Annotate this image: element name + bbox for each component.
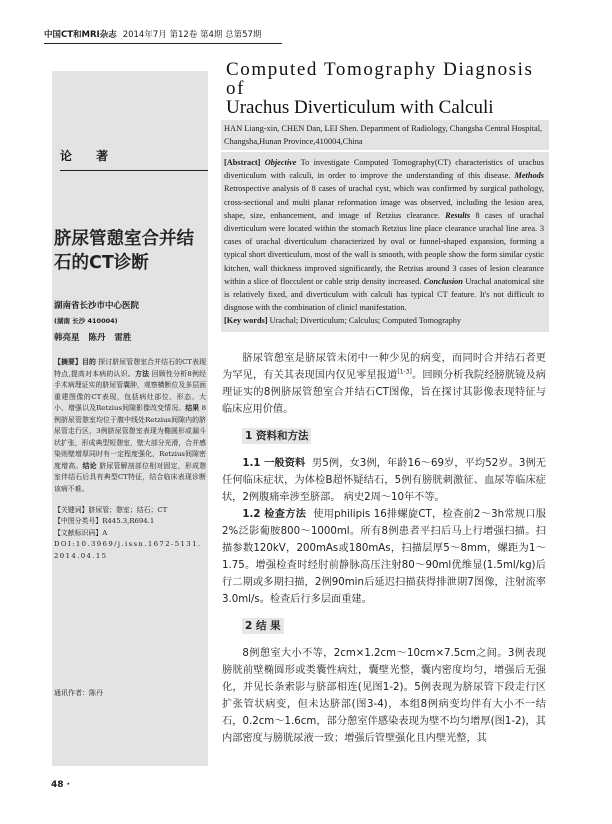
main-column — [221, 60, 549, 747]
page-number: 48 · — [51, 780, 71, 790]
chinese-authors: 韩亮星 陈丹 雷胜 — [54, 333, 132, 343]
corresponding-author: 通讯作者：陈丹 — [54, 689, 103, 697]
english-abstract — [221, 152, 549, 332]
conclusion-label: Conclusion — [423, 276, 463, 286]
chinese-title: 脐尿管憩室合并结石的CT诊断 — [54, 229, 194, 273]
subsection-text: 使用philipis 16排螺旋CT，检查前2～3h常规口服2%泛影葡胺800～1000ml。所有8例患者平扫后马上行增强扫描。扫描参数120kV，200mAs或180mAs，扫描层厚5～8mm，螺距为1～1.75。增强检查时经肘前静脉高压注射80～90ml优维显(1.5ml/kg)后行二期或多期扫描，2例90min后延迟扫描获得排泄期7图像，注射流率3.0ml/s。检查后行多层面重建。 — [222, 508, 546, 605]
methods-text: Retrospective analysis of 8 cases of urachal cyst, which was confirmed by surgical pathology, cross-sectional and multi planar reformation image was observed, including the lesion area, shape, size, enhancement, and image of Retzius clearance. — [224, 184, 544, 220]
english-title-line1: Computed Tomography Diagnosis of — [226, 59, 534, 99]
running-header — [44, 28, 282, 44]
objective-label: Objective — [264, 158, 297, 167]
doi[interactable]: DOI:10.3969/j.issn.1672-5131.2014.04.15 — [54, 540, 202, 560]
section-2-title: 2 结 果 — [242, 618, 284, 634]
results-paragraph: 8例憩室大小不等，2cm×1.2cm～10cm×7.5cm之间。3例表现膀胱前壁椭圆形或类囊性病灶，囊壁光整，囊内密度均匀，增强后无强化，并见长条索影与脐部相连(见图1-2)。5例表现为脐尿管下段走行区扩张管状病变，但未达脐部(图3-4)，本组8例病变均伴有大小不一结石，0.2cm～1.6cm，部分憩室伴感染表现为壁不均匀增厚(图1-2)，其内部密度与膀胱尿液一致；增强后管壁强化且内壁光整，其 — [222, 647, 546, 744]
results-text: 8例脐尿管憩室均位于腹中线处Retzius间隙内的脐尿管走行区，3例脐尿管憩室表现为椭圆形或漏斗状扩张，形成典型短憩室，壁大部分光滑，合并感染则壁增厚同时有一定程度强化，Retzius间隙密度增高。 — [54, 404, 207, 470]
citation-ref[interactable]: [1-3] — [397, 368, 412, 376]
methods-label: Methods — [514, 171, 544, 181]
objective-text: To investigate Computed Tomography(CT) characteristics of urachus diverticulum with calculi, in order to improve the understanding of this disease. — [224, 158, 544, 181]
subsection-label: 1.2 检查方法 — [242, 508, 307, 520]
english-authors: HAN Liang-xin, CHEN Dan, LEI Shen. Department of Radiology, Changsha Central Hospital, Changsha,Hunan Province,410004,China — [221, 120, 549, 150]
abstract-label: 【摘要】 — [54, 358, 82, 366]
affiliation: 湖南省长沙市中心医院 — [54, 301, 140, 311]
keywords-text: Urachal; Diverticulum; Calculus; Computed Tomography — [269, 316, 462, 326]
intro-text: 脐尿管憩室是脐尿管未闭中一种少见的病变，而同时合并结石者更为罕见，有关其表现国内仅见零星报道 — [222, 352, 546, 381]
english-title — [226, 60, 549, 117]
section-1-2 — [222, 506, 546, 608]
conclusion-label: 结论 — [82, 461, 97, 470]
section-1-heading — [242, 428, 566, 445]
chinese-keywords: 【关键词】脐尿管；憩室；结石；CT — [54, 506, 168, 514]
abstract-label: [Abstract] — [224, 158, 261, 167]
journal-name: 中国CT和MRI杂志 — [44, 30, 117, 40]
intro-text-cont: 。回顾分析我院经膀胱镜及病理证实的8例脐尿管憩室合并结石CT图像，旨在探讨其影像表现特征与临床应用价值。 — [222, 369, 546, 415]
english-title-line2: Urachus Diverticulum with Calculi — [226, 97, 494, 118]
section-1-1 — [222, 455, 546, 506]
section-label: 论 著 — [60, 147, 208, 171]
conclusion-text: 脐尿管解剖部位相对固定，形成憩室伴结石后具有典型CT特征，结合临床表现诊断该病不难。 — [54, 461, 207, 493]
sidebar-panel — [52, 71, 208, 766]
objective-label: 目的 — [81, 358, 96, 366]
subsection-label: 1.1 一般资料 — [242, 457, 306, 469]
chinese-metadata — [54, 505, 206, 562]
intro-paragraph — [222, 350, 546, 418]
results-text: 8 cases of urachal diverticulum were located within the stomach Retzius line place clearance urachal line area. 3 cases of urachal diverticulum characterized by oval or funnel-shaped expansion, forming a typical short diverticulum, most of the wall is smooth, with people show the form similar cystic kitchen, wall thickness improved significantly, the Retzius around 3 cases of lesion clearance within a slice of flocculent or cable strip density increased. — [224, 210, 545, 286]
subsection-text: 男5例，女3例，年龄16～69岁，平均52岁。3例无任何临床症状，为体检B超怀疑结石，5例有膀胱刺激征、血尿等临床症状，2例腹痛牵涉至脐部。 病史2周～10年不等。 — [222, 457, 546, 503]
conclusion-text: Urachal anatomical site is relatively fixed, and diverticulum with calculi has typical CT feature. It's not difficult to disgnose with the combination of clinicl manifestation. — [224, 276, 545, 313]
section-2-heading — [242, 618, 566, 635]
affiliation-address: (湖南 长沙 410004) — [54, 317, 118, 325]
results-label: Results — [445, 210, 471, 220]
issue-info: 2014年7月 第12卷 第4期 总第57期 — [122, 30, 262, 40]
section-1-title: 1 资料和方法 — [242, 428, 311, 444]
methods-text: 回顾性分析8例经手术病理证实的脐尿管囊肿，观察横断位及多层面重建图像的CT表现，包括病灶部位、形态、大小、增强以及Retzius间隙影像改变情况。 — [54, 369, 206, 412]
results-label: 结果 — [185, 404, 200, 412]
document-code: 【文献标识码】A — [54, 528, 108, 537]
objective-text: 探讨脐尿管憩室合并结石的CT表现特点,提高对本病的认识。 — [54, 358, 206, 378]
methods-label: 方法 — [134, 369, 150, 378]
chinese-abstract — [54, 357, 206, 495]
keywords-label: [Key words] — [224, 316, 268, 326]
classification-number: 【中图分类号】R445.3,R694.1 — [54, 517, 155, 526]
